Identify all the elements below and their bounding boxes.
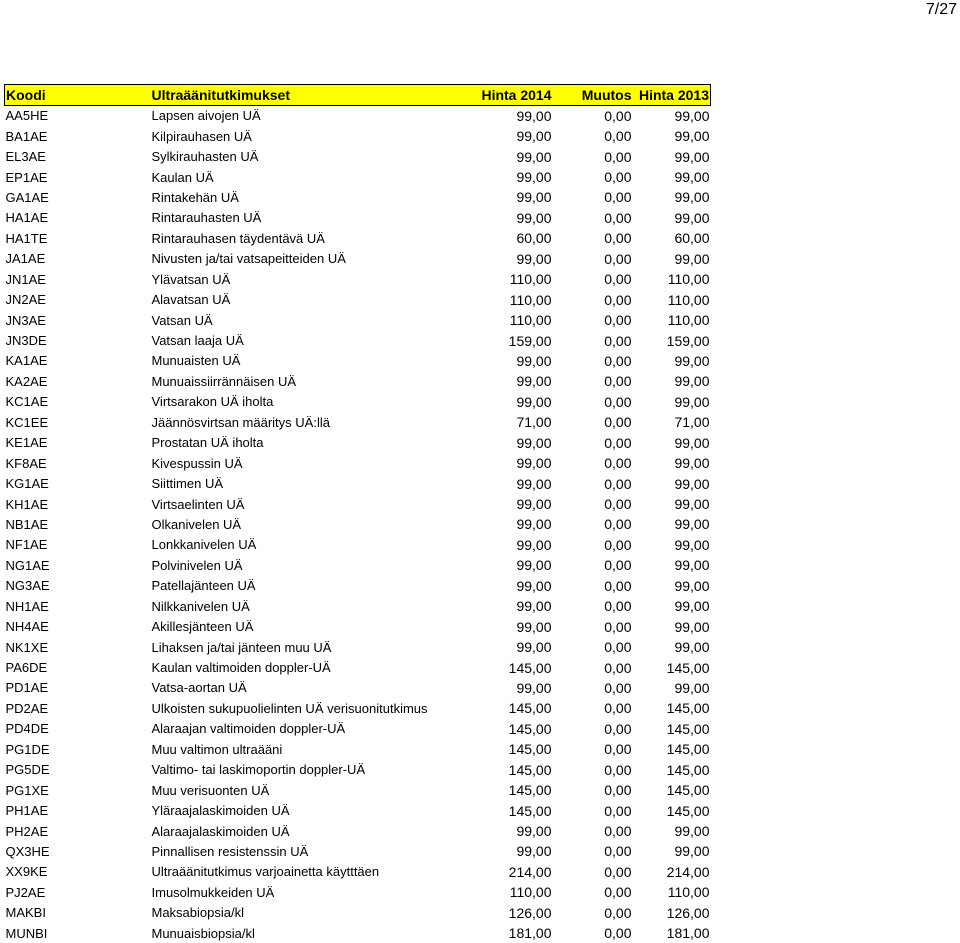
cell-price-2013: 99,00 [633,576,711,596]
cell-code: KG1AE [5,473,151,493]
cell-change: 0,00 [553,249,633,269]
table-row [5,473,711,493]
cell-change: 0,00 [553,760,633,780]
cell-change: 0,00 [553,923,633,943]
cell-code: EL3AE [5,146,151,166]
cell-change: 0,00 [553,269,633,289]
table-row [5,657,711,677]
cell-change: 0,00 [553,351,633,371]
cell-name: Maksabiopsia/kl [151,903,471,923]
table-row [5,289,711,309]
table-row [5,800,711,820]
cell-name: Alavatsan UÄ [151,289,471,309]
cell-change: 0,00 [553,330,633,350]
table-row [5,392,711,412]
cell-code: JN1AE [5,269,151,289]
cell-code: NB1AE [5,514,151,534]
cell-change: 0,00 [553,126,633,146]
table-row [5,269,711,289]
cell-name: Vatsan laaja UÄ [151,330,471,350]
cell-price-2014: 110,00 [471,882,553,902]
table-row [5,249,711,269]
header-change: Muutos [553,85,633,106]
cell-change: 0,00 [553,800,633,820]
cell-code: KF8AE [5,453,151,473]
cell-change: 0,00 [553,433,633,453]
cell-price-2013: 110,00 [633,289,711,309]
cell-price-2014: 99,00 [471,473,553,493]
cell-code: MUNBI [5,923,151,943]
table-row [5,351,711,371]
cell-name: Kaulan valtimoiden doppler-UÄ [151,657,471,677]
cell-price-2013: 99,00 [633,453,711,473]
cell-code: JN2AE [5,289,151,309]
cell-price-2013: 99,00 [633,126,711,146]
cell-code: PG1XE [5,780,151,800]
cell-name: Rintarauhasen täydentävä UÄ [151,228,471,248]
cell-name: Alaraajan valtimoiden doppler-UÄ [151,719,471,739]
cell-price-2014: 145,00 [471,657,553,677]
cell-price-2014: 99,00 [471,453,553,473]
cell-code: QX3HE [5,841,151,861]
cell-name: Lihaksen ja/tai jänteen muu UÄ [151,637,471,657]
cell-price-2013: 99,00 [633,187,711,207]
cell-name: Nilkkanivelen UÄ [151,596,471,616]
cell-price-2013: 110,00 [633,882,711,902]
table-row [5,616,711,636]
cell-change: 0,00 [553,616,633,636]
cell-price-2014: 99,00 [471,208,553,228]
cell-code: NG1AE [5,555,151,575]
cell-price-2014: 99,00 [471,392,553,412]
cell-change: 0,00 [553,494,633,514]
cell-name: Kaulan UÄ [151,167,471,187]
cell-name: Munuaisten UÄ [151,351,471,371]
cell-change: 0,00 [553,473,633,493]
table-row [5,637,711,657]
table-row [5,760,711,780]
table-row [5,126,711,146]
cell-change: 0,00 [553,106,633,126]
cell-name: Olkanivelen UÄ [151,514,471,534]
cell-change: 0,00 [553,576,633,596]
cell-name: Alaraajalaskimoiden UÄ [151,821,471,841]
cell-change: 0,00 [553,228,633,248]
cell-price-2013: 99,00 [633,433,711,453]
table-row [5,310,711,330]
table-body [5,106,711,943]
cell-code: HA1TE [5,228,151,248]
cell-change: 0,00 [553,719,633,739]
cell-change: 0,00 [553,821,633,841]
table-row [5,739,711,759]
cell-price-2013: 99,00 [633,249,711,269]
cell-code: NH1AE [5,596,151,616]
table-row [5,106,711,126]
cell-price-2013: 99,00 [633,351,711,371]
table-row [5,412,711,432]
cell-price-2013: 99,00 [633,637,711,657]
cell-price-2014: 214,00 [471,862,553,882]
cell-change: 0,00 [553,453,633,473]
cell-name: Polvinivelen UÄ [151,555,471,575]
cell-price-2013: 145,00 [633,760,711,780]
cell-code: PD2AE [5,698,151,718]
cell-change: 0,00 [553,412,633,432]
cell-code: AA5HE [5,106,151,126]
cell-name: Virtsaelinten UÄ [151,494,471,514]
cell-price-2014: 99,00 [471,678,553,698]
cell-price-2013: 159,00 [633,330,711,350]
cell-price-2014: 145,00 [471,760,553,780]
cell-price-2013: 99,00 [633,167,711,187]
page-number: 7/27 [926,0,957,20]
cell-price-2014: 60,00 [471,228,553,248]
cell-change: 0,00 [553,167,633,187]
cell-name: Munuaisbiopsia/kl [151,923,471,943]
cell-code: KH1AE [5,494,151,514]
cell-price-2013: 99,00 [633,514,711,534]
cell-change: 0,00 [553,535,633,555]
cell-name: Nivusten ja/tai vatsapeitteiden UÄ [151,249,471,269]
cell-change: 0,00 [553,289,633,309]
cell-code: XX9KE [5,862,151,882]
cell-price-2014: 99,00 [471,576,553,596]
cell-name: Rintarauhasten UÄ [151,208,471,228]
table-row [5,596,711,616]
table-row [5,514,711,534]
cell-price-2014: 99,00 [471,187,553,207]
cell-change: 0,00 [553,780,633,800]
table-row [5,923,711,943]
cell-price-2014: 99,00 [471,841,553,861]
table-row [5,780,711,800]
cell-price-2014: 145,00 [471,719,553,739]
cell-code: PH2AE [5,821,151,841]
cell-price-2013: 214,00 [633,862,711,882]
cell-price-2014: 99,00 [471,555,553,575]
cell-price-2013: 99,00 [633,106,711,126]
cell-code: NK1XE [5,637,151,657]
cell-price-2013: 99,00 [633,494,711,514]
cell-name: Pinnallisen resistenssin UÄ [151,841,471,861]
cell-price-2014: 181,00 [471,923,553,943]
cell-name: Jäännösvirtsan määritys UÄ:llä [151,412,471,432]
cell-change: 0,00 [553,698,633,718]
cell-price-2013: 145,00 [633,719,711,739]
cell-price-2014: 145,00 [471,698,553,718]
cell-price-2013: 99,00 [633,371,711,391]
cell-change: 0,00 [553,862,633,882]
cell-price-2013: 145,00 [633,780,711,800]
cell-name: Muu valtimon ultraääni [151,739,471,759]
cell-price-2014: 99,00 [471,249,553,269]
cell-price-2013: 99,00 [633,841,711,861]
cell-price-2014: 99,00 [471,106,553,126]
cell-code: KE1AE [5,433,151,453]
cell-change: 0,00 [553,208,633,228]
table-row [5,698,711,718]
cell-price-2014: 145,00 [471,780,553,800]
cell-price-2014: 99,00 [471,371,553,391]
table-row [5,576,711,596]
cell-name: Ultraäänitutkimus varjoainetta käytttäen [151,862,471,882]
table-row [5,678,711,698]
cell-price-2013: 110,00 [633,269,711,289]
table-row [5,903,711,923]
table-row [5,882,711,902]
cell-name: Lonkkanivelen UÄ [151,535,471,555]
cell-price-2013: 99,00 [633,821,711,841]
cell-name: Siittimen UÄ [151,473,471,493]
header-code: Koodi [5,85,151,106]
cell-name: Valtimo- tai laskimoportin doppler-UÄ [151,760,471,780]
cell-change: 0,00 [553,903,633,923]
cell-price-2014: 126,00 [471,903,553,923]
table-header-row [5,85,711,106]
cell-name: Akillesjänteen UÄ [151,616,471,636]
cell-code: PA6DE [5,657,151,677]
table-row [5,433,711,453]
cell-price-2014: 99,00 [471,616,553,636]
cell-change: 0,00 [553,310,633,330]
cell-change: 0,00 [553,739,633,759]
cell-price-2014: 159,00 [471,330,553,350]
cell-price-2013: 145,00 [633,698,711,718]
cell-name: Vatsa-aortan UÄ [151,678,471,698]
cell-price-2014: 99,00 [471,494,553,514]
cell-code: KA1AE [5,351,151,371]
cell-code: PG5DE [5,760,151,780]
cell-price-2014: 71,00 [471,412,553,432]
cell-name: Virtsarakon UÄ iholta [151,392,471,412]
cell-name: Prostatan UÄ iholta [151,433,471,453]
cell-price-2013: 99,00 [633,616,711,636]
cell-price-2013: 99,00 [633,678,711,698]
cell-code: JN3DE [5,330,151,350]
cell-name: Sylkirauhasten UÄ [151,146,471,166]
cell-price-2013: 145,00 [633,800,711,820]
header-price-2014: Hinta 2014 [471,85,553,106]
cell-price-2014: 110,00 [471,269,553,289]
cell-code: KC1EE [5,412,151,432]
cell-price-2014: 110,00 [471,289,553,309]
cell-code: PG1DE [5,739,151,759]
cell-price-2014: 99,00 [471,821,553,841]
cell-price-2014: 99,00 [471,146,553,166]
cell-change: 0,00 [553,882,633,902]
table-row [5,167,711,187]
cell-change: 0,00 [553,657,633,677]
cell-name: Vatsan UÄ [151,310,471,330]
header-price-2013: Hinta 2013 [633,85,711,106]
table-row [5,862,711,882]
cell-price-2014: 99,00 [471,596,553,616]
cell-name: Yläraajalaskimoiden UÄ [151,800,471,820]
cell-code: NF1AE [5,535,151,555]
table-row [5,841,711,861]
cell-price-2014: 145,00 [471,739,553,759]
cell-code: NG3AE [5,576,151,596]
cell-price-2014: 99,00 [471,535,553,555]
table-row [5,187,711,207]
cell-price-2013: 99,00 [633,392,711,412]
cell-change: 0,00 [553,187,633,207]
cell-price-2013: 99,00 [633,473,711,493]
cell-price-2014: 99,00 [471,433,553,453]
cell-change: 0,00 [553,841,633,861]
cell-code: PJ2AE [5,882,151,902]
cell-name: Imusolmukkeiden UÄ [151,882,471,902]
table-row [5,371,711,391]
cell-price-2013: 99,00 [633,596,711,616]
price-table [4,84,711,943]
cell-name: Muu verisuonten UÄ [151,780,471,800]
cell-code: NH4AE [5,616,151,636]
cell-price-2013: 181,00 [633,923,711,943]
cell-price-2013: 145,00 [633,657,711,677]
cell-name: Ylävatsan UÄ [151,269,471,289]
cell-change: 0,00 [553,371,633,391]
cell-price-2013: 99,00 [633,555,711,575]
cell-change: 0,00 [553,555,633,575]
cell-name: Ulkoisten sukupuolielinten UÄ verisuonitutkimus [151,698,471,718]
cell-change: 0,00 [553,392,633,412]
cell-price-2014: 145,00 [471,800,553,820]
table-row [5,555,711,575]
cell-change: 0,00 [553,514,633,534]
table-row [5,228,711,248]
cell-name: Patellajänteen UÄ [151,576,471,596]
cell-code: PD1AE [5,678,151,698]
table-row [5,453,711,473]
table-row [5,821,711,841]
cell-code: MAKBI [5,903,151,923]
cell-price-2013: 71,00 [633,412,711,432]
cell-price-2014: 99,00 [471,167,553,187]
table-row [5,208,711,228]
cell-name: Rintakehän UÄ [151,187,471,207]
cell-code: BA1AE [5,126,151,146]
cell-name: Lapsen aivojen UÄ [151,106,471,126]
cell-price-2014: 99,00 [471,351,553,371]
cell-code: KA2AE [5,371,151,391]
cell-code: HA1AE [5,208,151,228]
cell-price-2013: 60,00 [633,228,711,248]
cell-price-2014: 99,00 [471,514,553,534]
cell-code: PH1AE [5,800,151,820]
cell-code: KC1AE [5,392,151,412]
table-row [5,535,711,555]
cell-name: Kilpirauhasen UÄ [151,126,471,146]
cell-name: Kivespussin UÄ [151,453,471,473]
cell-code: JA1AE [5,249,151,269]
cell-code: EP1AE [5,167,151,187]
cell-code: GA1AE [5,187,151,207]
cell-name: Munuaissiirrännäisen UÄ [151,371,471,391]
cell-price-2014: 99,00 [471,637,553,657]
table-row [5,146,711,166]
cell-price-2013: 99,00 [633,535,711,555]
cell-price-2014: 99,00 [471,126,553,146]
table-row [5,494,711,514]
cell-price-2014: 110,00 [471,310,553,330]
cell-change: 0,00 [553,596,633,616]
table-row [5,330,711,350]
cell-price-2013: 99,00 [633,146,711,166]
cell-price-2013: 110,00 [633,310,711,330]
cell-price-2013: 145,00 [633,739,711,759]
header-name: Ultraäänitutkimukset [151,85,471,106]
cell-price-2013: 99,00 [633,208,711,228]
cell-change: 0,00 [553,678,633,698]
cell-price-2013: 126,00 [633,903,711,923]
cell-change: 0,00 [553,146,633,166]
table-row [5,719,711,739]
cell-code: PD4DE [5,719,151,739]
cell-change: 0,00 [553,637,633,657]
cell-code: JN3AE [5,310,151,330]
